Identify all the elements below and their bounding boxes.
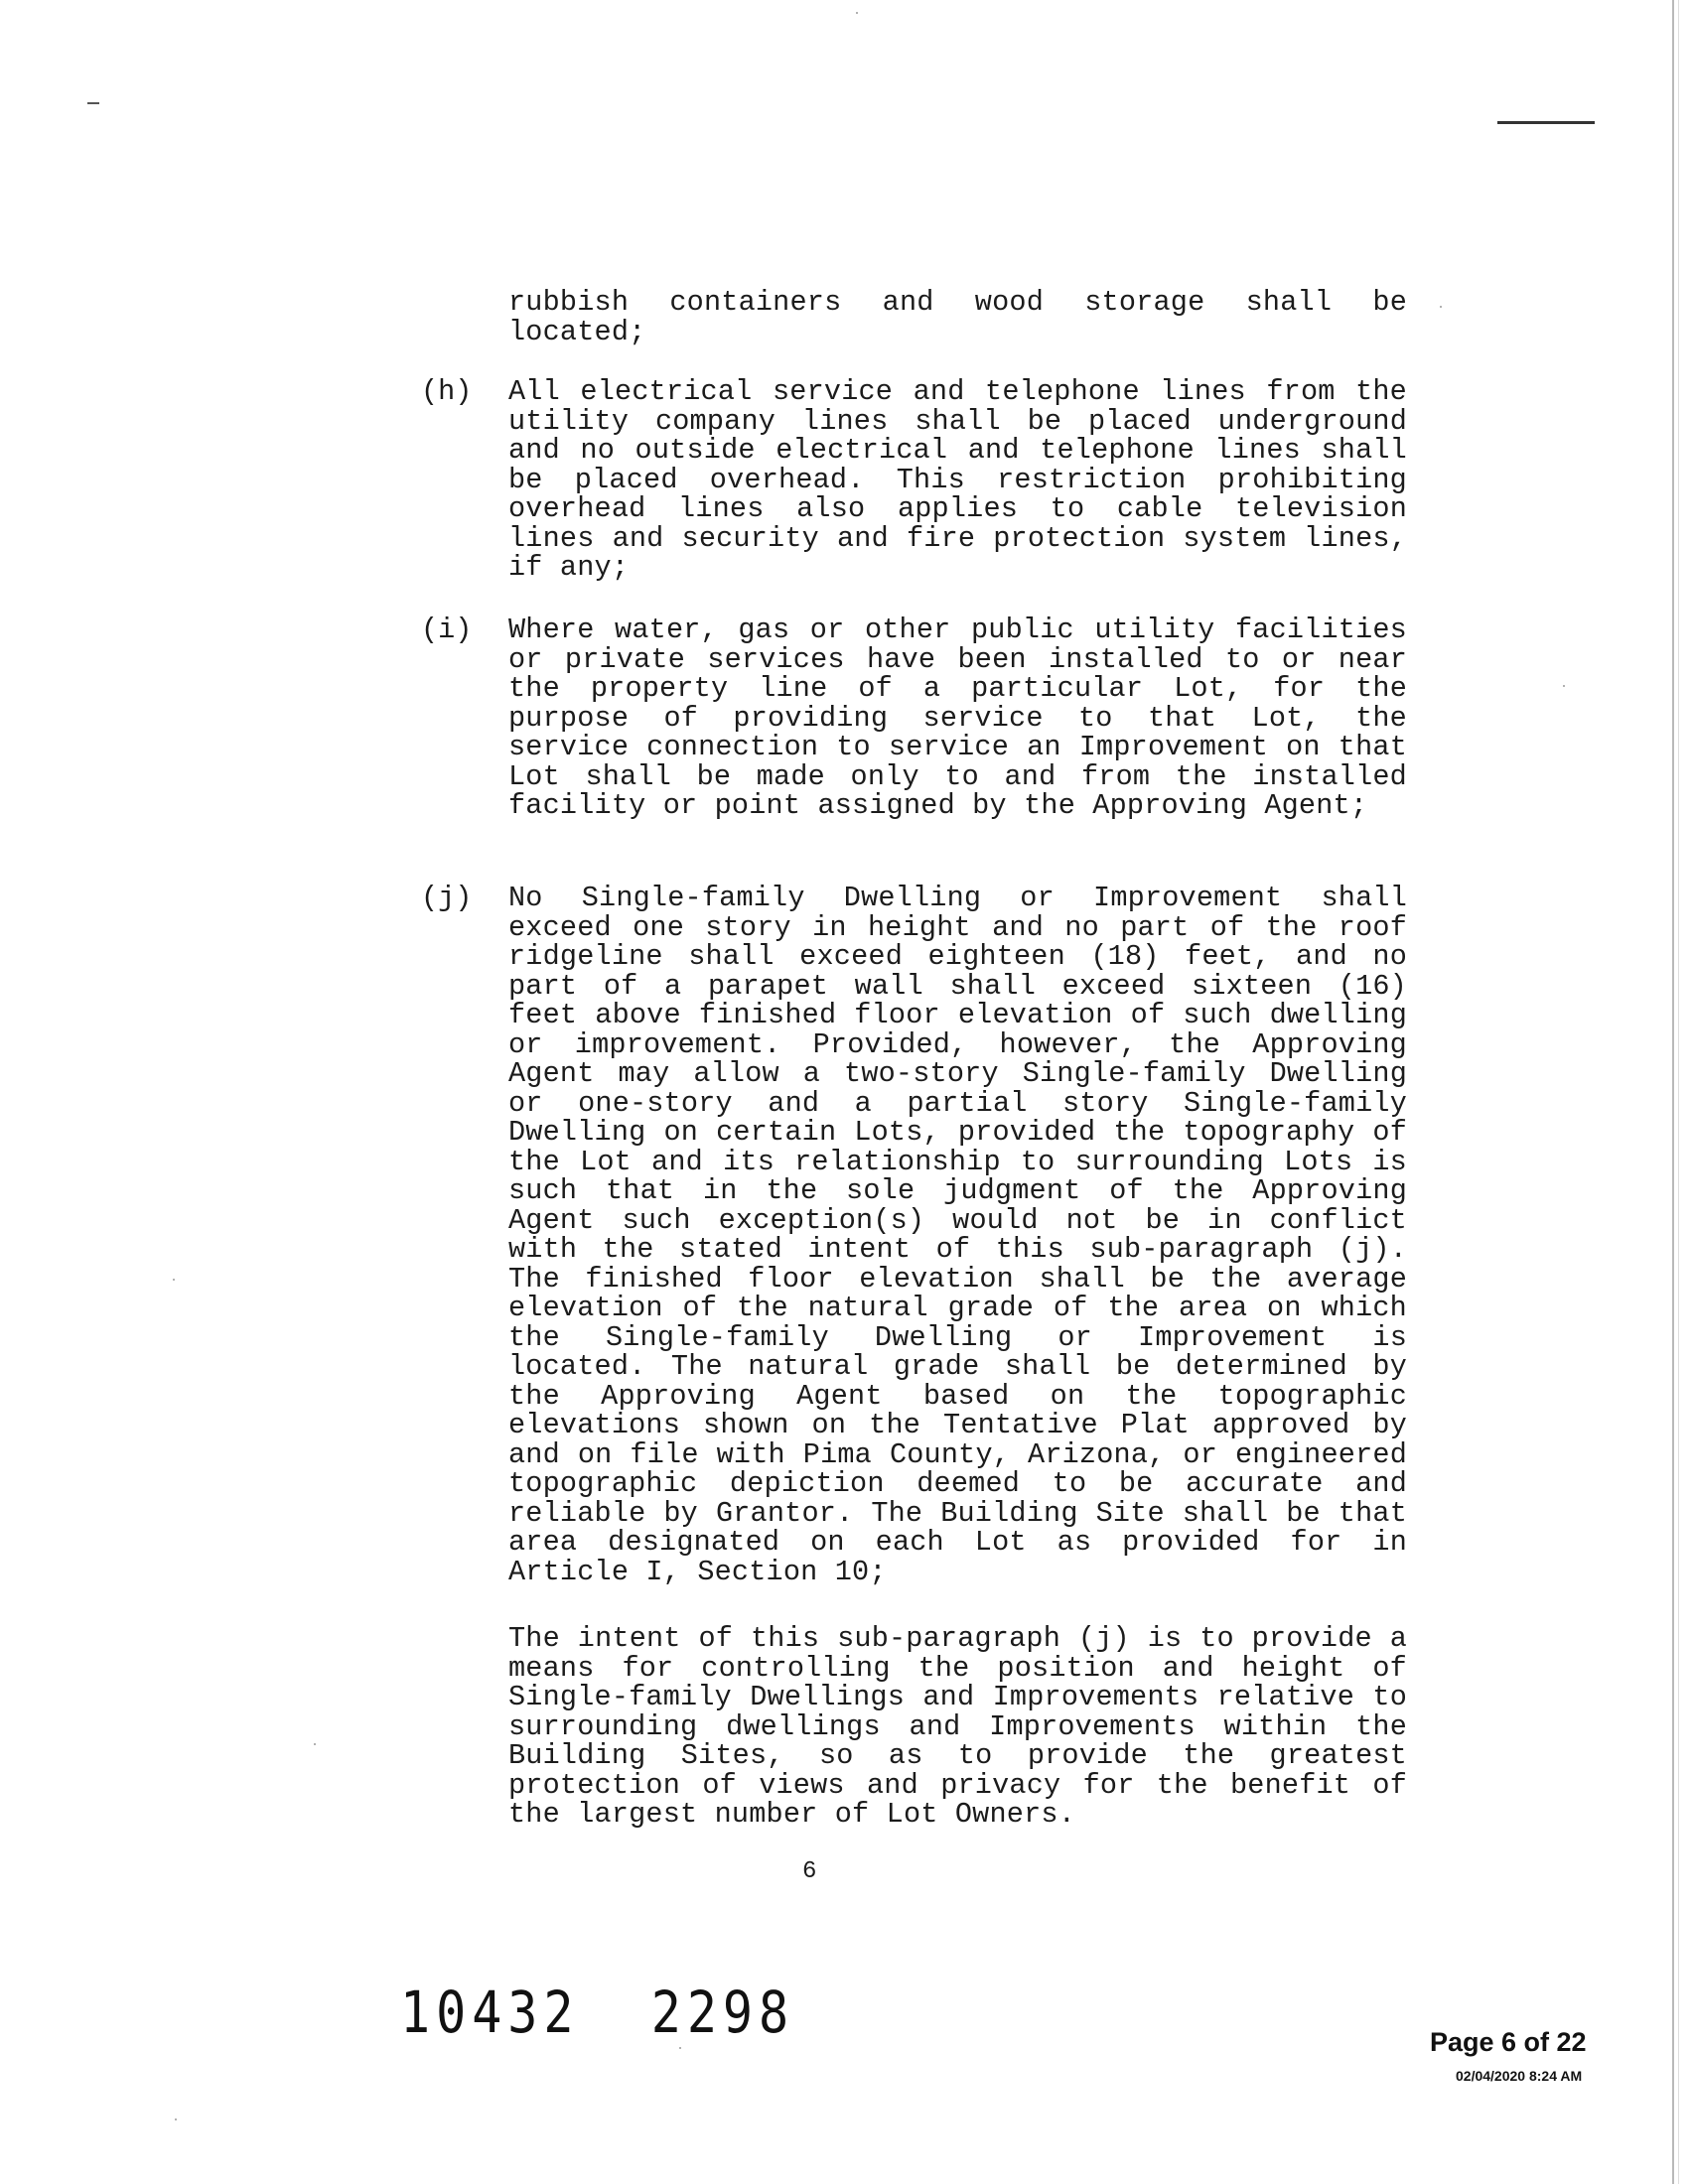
page-number: 6 — [802, 1858, 817, 1885]
scan-edge — [1672, 0, 1674, 2184]
scan-speck — [1440, 306, 1442, 308]
scan-speck — [314, 1743, 316, 1745]
scan-edge-inner — [1678, 0, 1679, 2184]
item-label-j: (j) — [421, 882, 473, 914]
scan-speck — [173, 1279, 175, 1281]
page-count-stamp: Page 6 of 22 — [1430, 2027, 1587, 2057]
timestamp-stamp: 02/04/2020 8:24 AM — [1456, 2068, 1583, 2084]
item-label-i: (i) — [421, 614, 473, 646]
item-label-h: (h) — [421, 375, 473, 408]
scan-speck — [856, 12, 858, 14]
continuation-paragraph: rubbish containers and wood storage shall be located; — [508, 286, 1407, 348]
item-text-j: No Single-family Dwelling or Improvement shall exceed one story in height and no part of the roof ridgeline shall exceed eighteen (18) feet, and no part of a parapet wall shall exceed sixteen (16) feet above finished floor elevation of such dwelling or improvement. Provided, however, the Approving Agent may allow a two-story Single-family Dwelling or one-story and a partial story Single-family Dwelling on certain Lots, provided the topography of the Lot and its relationship to surrounding Lots is such that in the sole judgment of the Approving Agent such exception(s) would not be in conflict with the stated intent of this sub-paragraph (j). The finished floor elevation shall be the average elevation of the natural grade of the area on which the Single-family Dwelling or Improvement is located. The natural grade shall be determined by the Approving Agent based on the topographic elevations shown on the Tentative Plat approved by and on file with Pima County, Arizona, or engineered topographic depiction deemed to be accurate and reliable by Grantor. The Building Site shall be that area designated on each Lot as provided for in Article I, Section 10; — [508, 882, 1407, 1588]
scan-rule — [1497, 121, 1595, 124]
record-number: 10432 2298 — [400, 1979, 795, 2046]
scan-speck — [679, 2047, 681, 2049]
scan-mark — [87, 102, 99, 104]
scan-speck — [1563, 685, 1565, 687]
intent-paragraph: The intent of this sub-paragraph (j) is to provide a means for controlling the position and height of Single-family Dwellings and Improvements relative to surrounding dwellings and Improvements within the Building Sites, so as to provide the greatest protection of views and privacy for the benefit of the largest number of Lot Owners. — [508, 1622, 1407, 1831]
scan-speck — [175, 2118, 177, 2120]
item-text-i: Where water, gas or other public utility facilities or private services have been installed to or near the property line of a particular Lot, for the purpose of providing service to that Lot, the service connection to service an Improvement on that Lot shall be made only to and from the installed facility or point assigned by the Approving Agent; — [508, 614, 1407, 822]
item-text-h: All electrical service and telephone lines from the utility company lines shall be placed underground and no outside electrical and telephone lines shall be placed overhead. This restriction prohibiting overhead lines also applies to cable television lines and security and fire protection system lines, if any; — [508, 375, 1407, 584]
